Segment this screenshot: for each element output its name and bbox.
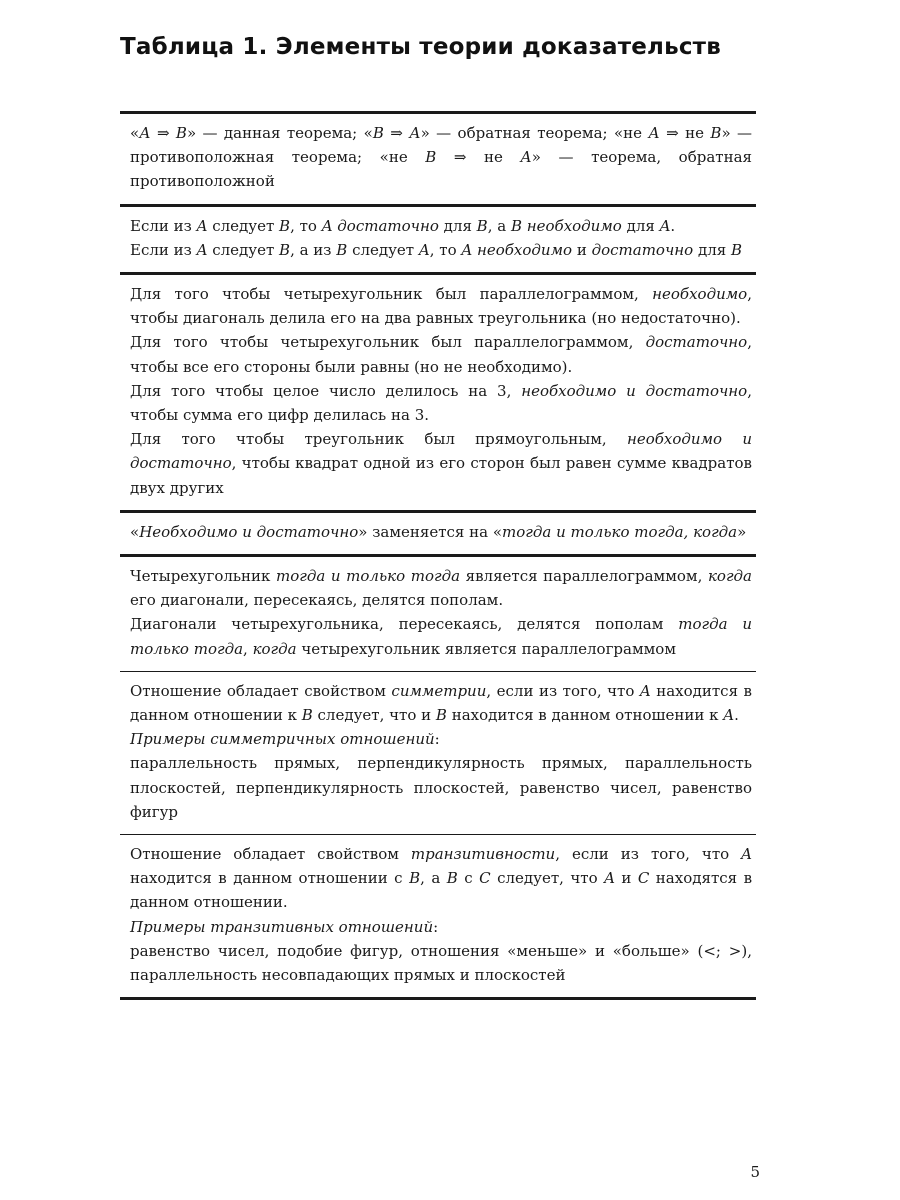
page-title: Таблица 1. Элементы теории доказательств [120, 34, 721, 60]
table-row-theorem-types: «А ⇒ В» — данная теорема; «В ⇒ А» — обратная теорема; «не А ⇒ не В» — противоположная теорема; «не В ⇒ не А» — теорема, обратная противоположной [120, 111, 756, 204]
table-row-iff-replacement: «Необходимо и достаточно» заменяется на «тогда и только тогда, когда» [120, 510, 756, 554]
table-row-iff-examples: Четырехугольник тогда и только тогда является параллелограммом, когда его диагонали, пересекаясь, делятся пополам. Диагонали четырехугольника, пересекаясь, делятся пополам тогда и только тогда, когда четырехугольник является параллелограммом [120, 554, 756, 671]
table-row-symmetry: Отношение обладает свойством симметрии, если из того, что A находится в данном отношении к B следует, что и B находится в данном отношении к A. Примеры симметричных отношений: параллельность прямых, перпендикулярность прямых, параллельность плоскостей, перпендикулярность плоскостей, равенство чисел, равенство фигур [120, 671, 756, 834]
page-number: 5 [750, 1163, 760, 1181]
table-row-transitivity: Отношение обладает свойством транзитивности, если из того, что A находится в данном отношении с B, а B с C следует, что A и C находятся в данном отношении. Примеры транзитивных отношений: равенство чисел, подобие фигур, отношения «меньше» и «больше» (<; >), параллельность несовпадающих прямых и плоскостей [120, 834, 756, 1000]
table-row-examples-conditions: Для того чтобы четырехугольник был параллелограммом, необходимо, чтобы диагональ делила его на два равных треугольника (но недостаточно). Для того чтобы четырехугольник был параллелограммом, достаточно, чтобы все его стороны были равны (но не необходимо). Для того чтобы целое число делилось на 3, необходимо и достаточно, чтобы сумма его цифр делилась на 3. Для того чтобы треугольник был прямоугольным, необходимо и достаточно, чтобы квадрат одной из его сторон был равен сумме квадратов двух других [120, 272, 756, 510]
table-row-necessary-sufficient: Если из A следует B, то A достаточно для B, а B необходимо для A. Если из A следует B, а из B следует A, то A необходимо и достаточно для B [120, 204, 756, 272]
proof-theory-table [120, 111, 756, 1000]
